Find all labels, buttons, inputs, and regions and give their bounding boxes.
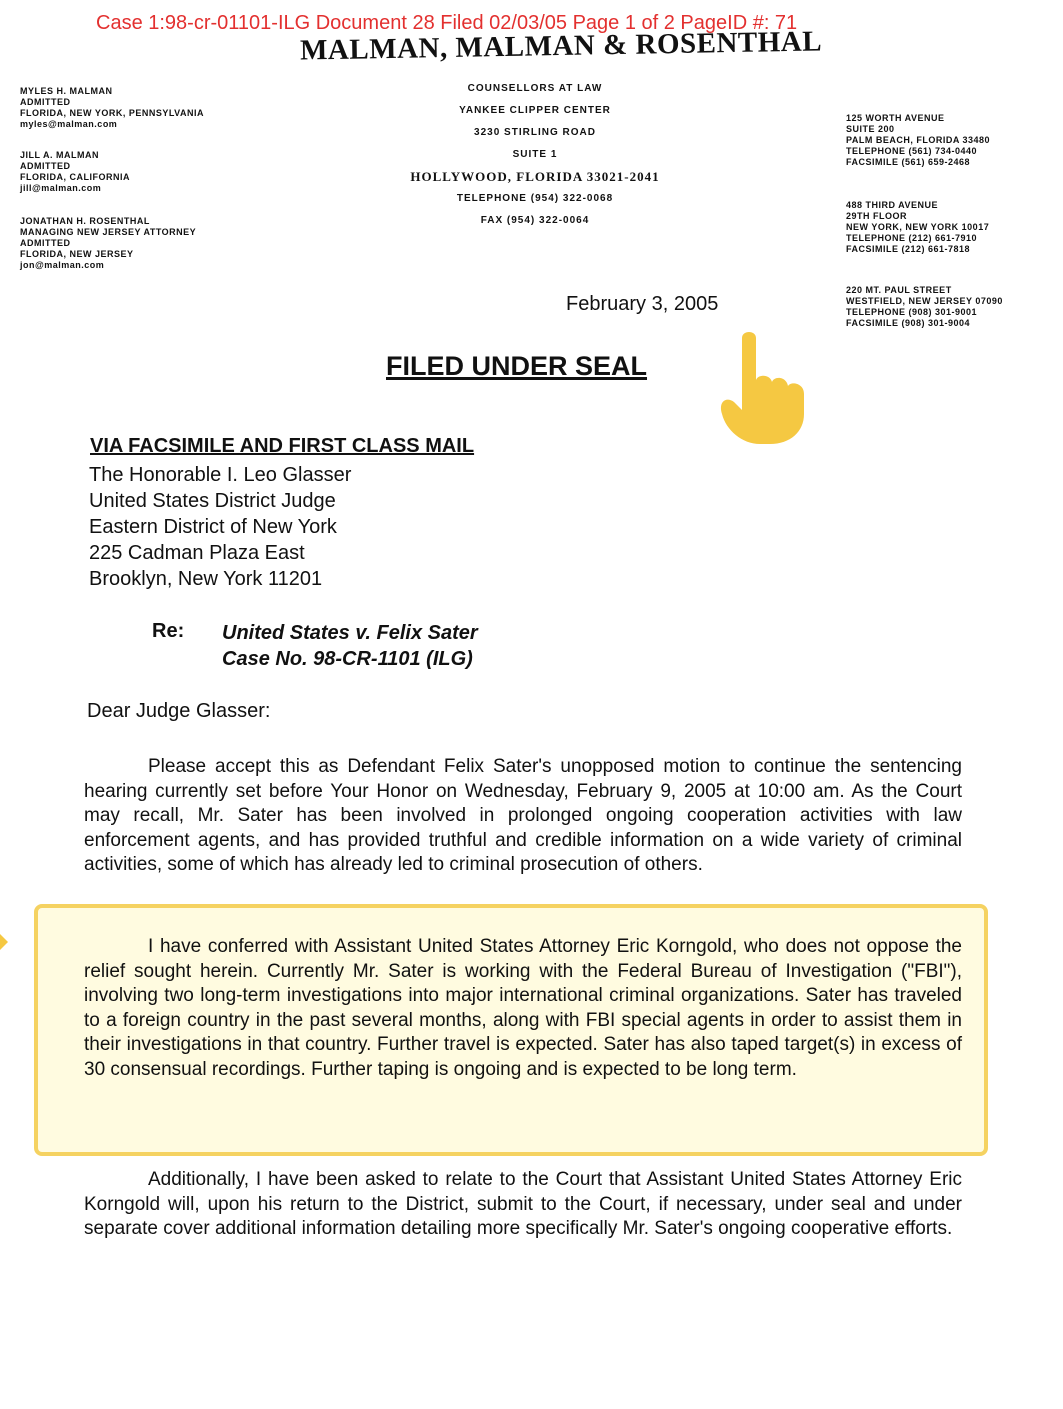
office-palm-beach	[846, 113, 990, 168]
docket-stamp: Case 1:98-cr-01101-ILG Document 28 Filed 02/03/05 Page 1 of 2 PageID #: 71	[96, 12, 798, 34]
recipient-line: 225 Cadman Plaza East	[89, 542, 305, 564]
attorney-line: MANAGING NEW JERSEY ATTORNEY	[20, 227, 197, 237]
pointing-hand-icon	[712, 326, 818, 446]
office-line: SUITE 200	[846, 124, 895, 134]
case-number: Case No. 98-CR-1101 (ILG)	[222, 648, 473, 670]
firm-name: MALMAN, MALMAN & ROSENTHAL	[299, 25, 823, 67]
attorney-block-1	[20, 86, 204, 130]
filed-under-seal-heading: FILED UNDER SEAL	[386, 351, 648, 381]
office-line: 488 THIRD AVENUE	[846, 200, 939, 210]
attorney-line: FLORIDA, CALIFORNIA	[20, 172, 130, 182]
office-line: PALM BEACH, FLORIDA 33480	[846, 135, 991, 145]
re-subject	[222, 620, 478, 672]
attorney-name: MYLES H. MALMAN	[20, 86, 113, 96]
case-title: United States v. Felix Sater	[222, 622, 478, 644]
recipient-line: Brooklyn, New York 11201	[89, 568, 323, 590]
recipient-line: United States District Judge	[89, 490, 336, 512]
office-new-york	[846, 200, 989, 255]
attorney-line: FLORIDA, NEW JERSEY	[20, 249, 134, 259]
office-phone: TELEPHONE (954) 322-0068	[456, 193, 614, 204]
recipient-address	[89, 462, 351, 592]
attorney-name: JONATHAN H. ROSENTHAL	[20, 216, 150, 226]
office-line: FACSIMILE (908) 301-9004	[846, 318, 971, 328]
attorney-line: ADMITTED	[20, 161, 71, 171]
attorney-line: FLORIDA, NEW YORK, PENNSYLVANIA	[20, 108, 205, 118]
attorney-email: myles@malman.com	[20, 119, 118, 129]
office-line: 220 MT. PAUL STREET	[846, 285, 952, 295]
office-line: FACSIMILE (212) 661-7818	[846, 244, 971, 254]
office-new-jersey	[846, 285, 1003, 329]
office-line: TELEPHONE (212) 661-7910	[846, 233, 978, 243]
paragraph-3: Additionally, I have been asked to relate to the Court that Assistant United States Attorney Eric Korngold will, upon his return to the District, submit to the Court, if necessary, under seal and under separate cover additional information detailing more specifically Mr. Sater's ongoing cooperative efforts.	[84, 1169, 962, 1239]
attorney-block-3	[20, 216, 196, 271]
office-line: 125 WORTH AVENUE	[846, 113, 945, 123]
attorney-email: jill@malman.com	[20, 183, 102, 193]
office-line: WESTFIELD, NEW JERSEY 07090	[846, 296, 1003, 306]
attorney-name: JILL A. MALMAN	[20, 150, 99, 160]
office-fax: FAX (954) 322-0064	[480, 215, 590, 226]
office-line: YANKEE CLIPPER CENTER	[459, 105, 611, 116]
office-line: TELEPHONE (561) 734-0440	[846, 146, 978, 156]
attorney-line: ADMITTED	[20, 97, 71, 107]
letter-date: February 3, 2005	[566, 293, 719, 315]
salutation: Dear Judge Glasser:	[87, 700, 271, 722]
recipient-line: The Honorable I. Leo Glasser	[89, 464, 352, 486]
office-line: FACSIMILE (561) 659-2468	[846, 157, 971, 167]
delivery-method: VIA FACSIMILE AND FIRST CLASS MAIL	[90, 435, 475, 457]
main-office-address	[410, 78, 660, 232]
office-city: HOLLYWOOD, FLORIDA 33021-2041	[410, 169, 660, 184]
office-line: NEW YORK, NEW YORK 10017	[846, 222, 990, 232]
office-line: COUNSELLORS AT LAW	[467, 83, 603, 94]
office-line: TELEPHONE (908) 301-9001	[846, 307, 978, 317]
office-line: 29TH FLOOR	[846, 211, 908, 221]
re-label: Re:	[152, 620, 185, 642]
attorney-line: ADMITTED	[20, 238, 71, 248]
office-line: 3230 STIRLING ROAD	[474, 127, 596, 138]
paragraph-1: Please accept this as Defendant Felix Sater's unopposed motion to continue the sentencing hearing currently set before Your Honor on Wednesday, February 9, 2005 at 10:00 am. As the Court may recall, Mr. Sater has been involved in prolonged ongoing cooperation activities with law enforcement agents, and has provided truthful and credible information on a wide variety of criminal activities, some of which has already led to criminal prosecution of others.	[84, 756, 962, 875]
highlight-arrow-icon	[0, 934, 8, 950]
paragraph-2-highlighted: I have conferred with Assistant United States Attorney Eric Korngold, who does not oppose the relief sought herein. Currently Mr. Sater is working with the Federal Bureau of Investigation ("FBI"), involving two long-term investigations into major international criminal organizations. Sater has traveled to a foreign country in the past several months, along with FBI special agents in order to assist them in their investigations in that country. Further travel is expected. Sater has also taped target(s) in excess of 30 consensual recordings. Further taping is ongoing and is expected to be long term.	[84, 936, 962, 1080]
recipient-line: Eastern District of New York	[89, 516, 337, 538]
attorney-block-2	[20, 150, 130, 194]
office-line: SUITE 1	[512, 149, 558, 160]
attorney-email: jon@malman.com	[20, 260, 105, 270]
